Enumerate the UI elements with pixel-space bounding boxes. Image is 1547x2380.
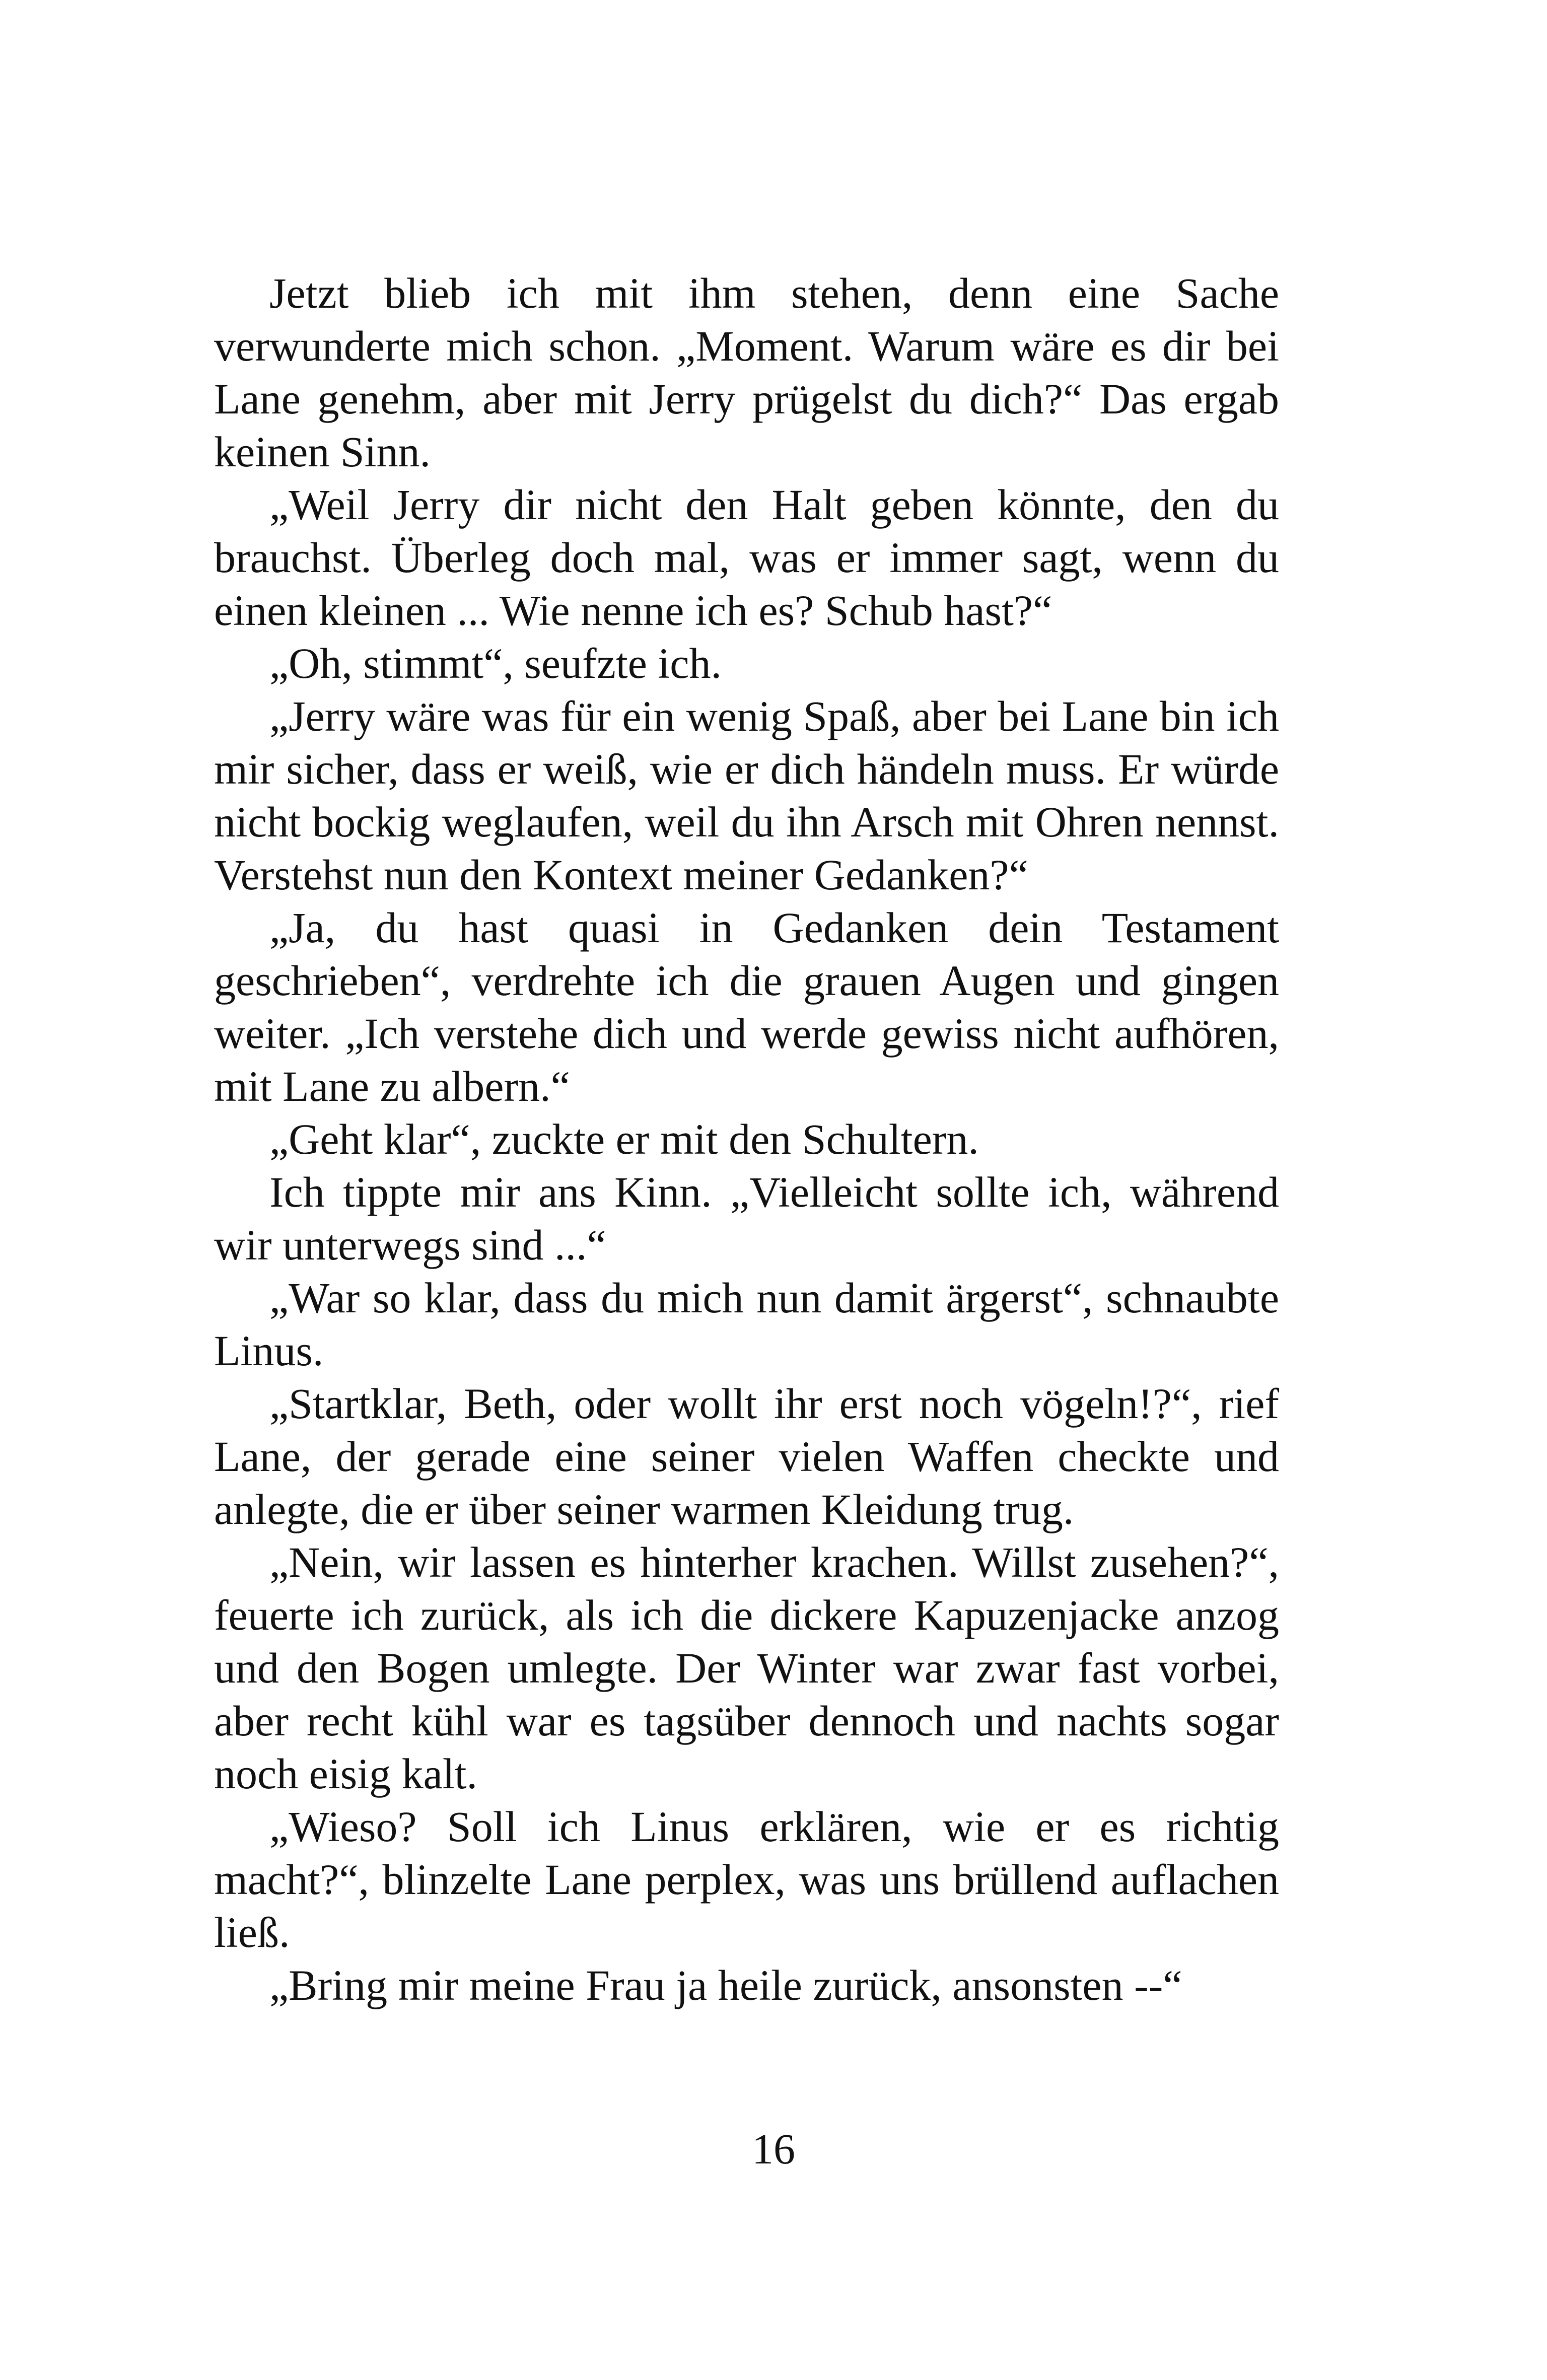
paragraph: „Weil Jerry dir nicht den Halt geben könnte, den du brauchst. Überleg doch mal, was er immer sagt, wenn du einen kleinen ... Wie nenne ich es? Schub hast?“	[214, 480, 1279, 635]
paragraph: „Wieso? Soll ich Linus erklären, wie er es richtig macht?“, blinzelte Lane perplex, was uns brüllend auflachen ließ.	[214, 1802, 1279, 1956]
paragraph: „Bring mir meine Frau ja heile zurück, ansonsten --“	[269, 1961, 1182, 2009]
paragraph: „Ja, du hast quasi in Gedanken dein Testament geschrieben“, verdrehte ich die grauen Augen und gingen weiter. „Ich verstehe dich und werde gewiss nicht aufhören, mit Lane zu albern.“	[214, 903, 1279, 1110]
paragraph: „Geht klar“, zuckte er mit den Schultern.	[269, 1115, 979, 1163]
paragraph: „Oh, stimmt“, seufzte ich.	[269, 639, 722, 687]
paragraph: „Startklar, Beth, oder wollt ihr erst noch vögeln!?“, rief Lane, der gerade eine seiner vielen Waffen checkte und anlegte, die er über seiner warmen Kleidung trug.	[214, 1379, 1279, 1533]
paragraph: „War so klar, dass du mich nun damit ärgerst“, schnaubte Linus.	[214, 1274, 1279, 1375]
paragraph: Ich tippte mir ans Kinn. „Vielleicht sollte ich, während wir unterwegs sind ...“	[214, 1168, 1279, 1269]
paragraph: Jetzt blieb ich mit ihm stehen, denn eine Sache verwunderte mich schon. „Moment. Warum wäre es dir bei Lane genehm, aber mit Jerry prügelst du dich?“ Das ergab keinen Sinn.	[214, 269, 1279, 476]
body-text	[214, 267, 1279, 2012]
paragraph: „Jerry wäre was für ein wenig Spaß, aber bei Lane bin ich mir sicher, dass er weiß, wie er dich händeln muss. Er würde nicht bockig weglaufen, weil du ihn Arsch mit Ohren nennst. Verstehst nun den Kontext meiner Gedanken?“	[214, 692, 1279, 899]
paragraph: „Nein, wir lassen es hinterher krachen. Willst zusehen?“, feuerte ich zurück, als ich die dickere Kapuzenjacke anzog und den Bogen umlegte. Der Winter war zwar fast vorbei, aber recht kühl war es tagsüber dennoch und nachts sogar noch eisig kalt.	[214, 1538, 1279, 1798]
page-number: 16	[752, 2125, 795, 2173]
